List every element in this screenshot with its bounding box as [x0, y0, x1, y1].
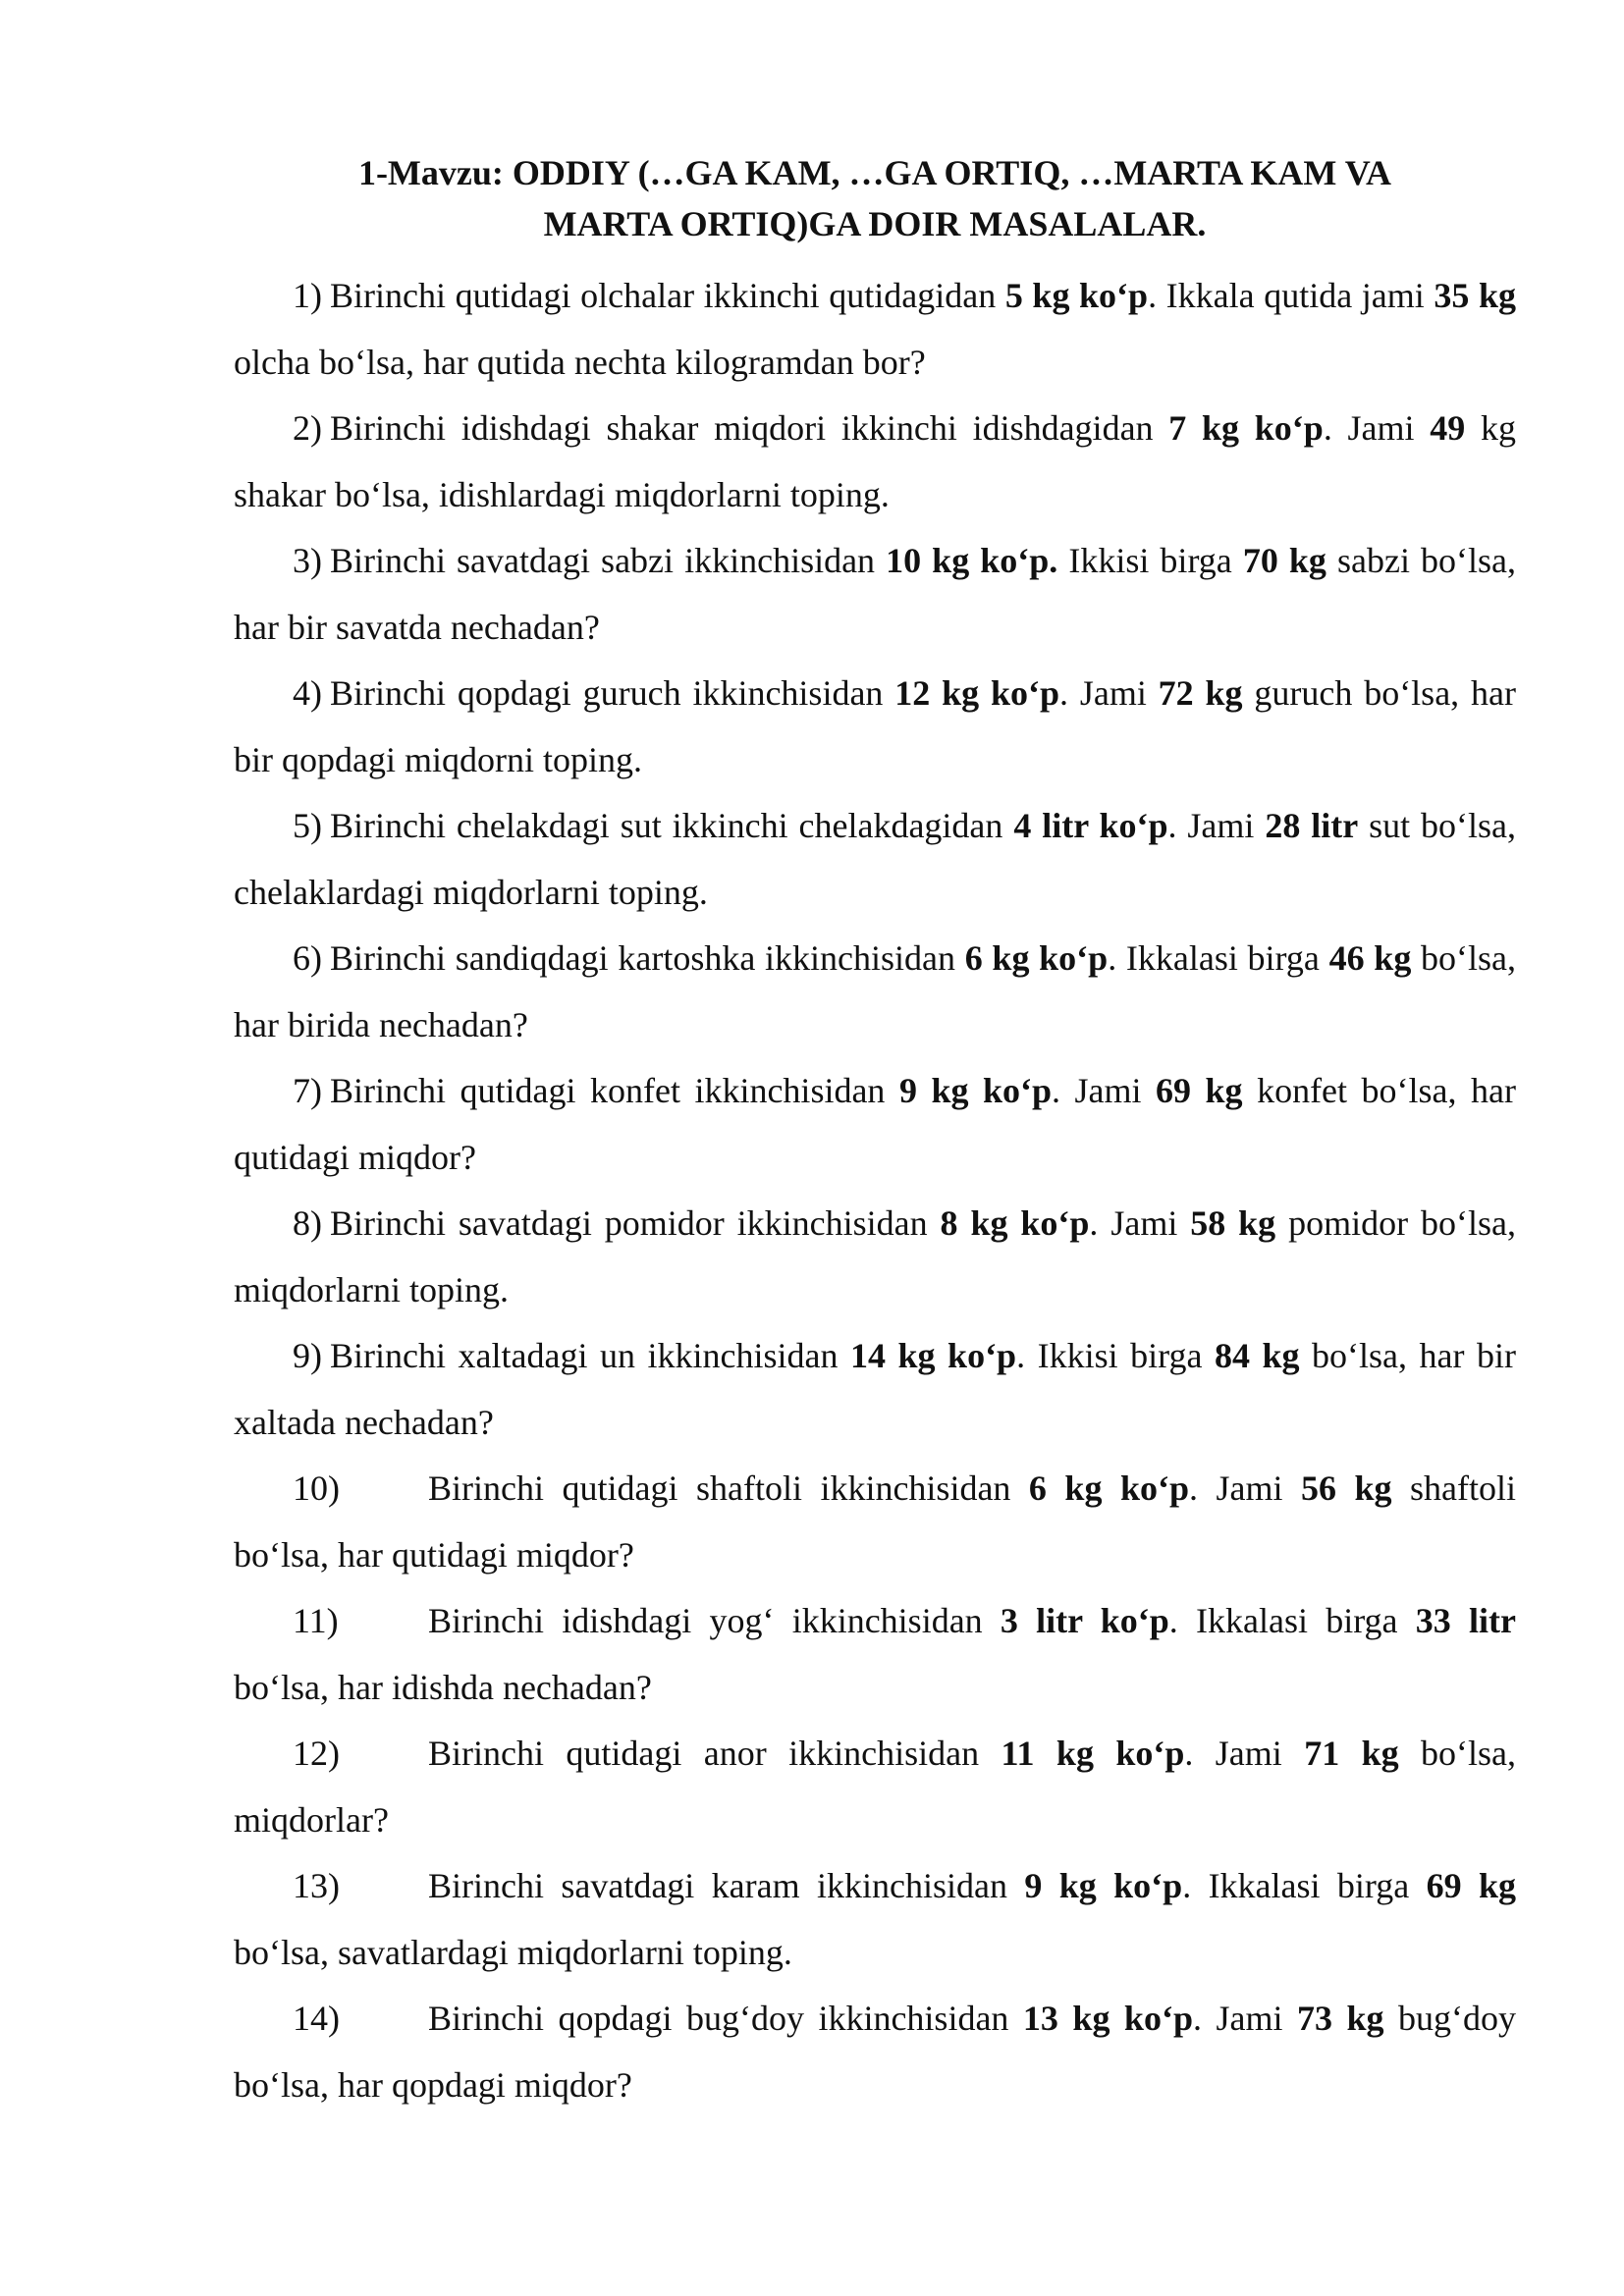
problem-value: 4 litr ko‘p	[1013, 806, 1168, 845]
problem-value: 9 kg ko‘p	[898, 1071, 1053, 1110]
problem-item	[234, 793, 1516, 926]
problem-text: Birinchi chelakdagi sut ikkinchi chelakdagidan	[330, 806, 1014, 845]
problem-number: 11)	[293, 1601, 339, 1640]
problem-value: 35 kg	[1434, 276, 1516, 315]
problem-text: . Ikkalasi birga	[1168, 1601, 1416, 1640]
problem-text: . Jami	[1089, 1203, 1191, 1243]
problem-item	[234, 1721, 1516, 1853]
problem-value: 58 kg	[1190, 1203, 1276, 1243]
problem-value: 12 kg ko‘p	[894, 673, 1059, 713]
problem-number: 2)	[293, 408, 322, 448]
problem-number: 9)	[293, 1336, 322, 1375]
problem-text: . Jami	[1323, 408, 1431, 448]
problem-number: 10)	[293, 1468, 340, 1508]
problem-text: . Jami	[1184, 1734, 1305, 1773]
problem-number: 8)	[293, 1203, 322, 1243]
problem-number: 4)	[293, 673, 322, 713]
problem-text: Birinchi sandiqdagi kartoshka ikkinchisidan	[330, 938, 965, 978]
problem-text: bo‘lsa, har birida nechadan?	[234, 938, 1517, 1044]
problem-text: Birinchi qopdagi bug‘doy ikkinchisidan	[428, 1999, 1023, 2038]
problem-text: . Jami	[1167, 806, 1266, 845]
problem-item	[234, 1191, 1516, 1323]
problem-text: Birinchi qopdagi guruch ikkinchisidan	[330, 673, 895, 713]
problem-text: bo‘lsa, miqdorlar?	[234, 1734, 1516, 1840]
problem-value: 9 kg ko‘p	[1024, 1866, 1183, 1905]
problem-text: . Ikkalasi birga	[1108, 938, 1329, 978]
problem-value: 13 kg ko‘p	[1022, 1999, 1193, 2038]
problem-text: pomidor bo‘lsa, miqdorlarni toping.	[234, 1203, 1516, 1309]
problem-number: 1)	[293, 276, 322, 315]
problem-value: 69 kg	[1156, 1071, 1243, 1110]
problem-value: 69 kg	[1426, 1866, 1517, 1905]
problem-text: bo‘lsa, har idishda nechadan?	[234, 1667, 652, 1707]
problem-value: 6 kg ko‘p	[1028, 1468, 1189, 1508]
title-line-1: 1-Mavzu: ODDIY (…GA KAM, …GA ORTIQ, …MARTA KAM VA	[357, 153, 1392, 192]
problem-value: 56 kg	[1300, 1468, 1392, 1508]
problem-text: Birinchi savatdagi pomidor ikkinchisidan	[330, 1203, 941, 1243]
problem-value: 70 kg	[1242, 541, 1326, 580]
problem-item	[234, 1323, 1516, 1456]
problem-text: bo‘lsa, savatlardagi miqdorlarni toping.	[234, 1932, 792, 1972]
problem-text: . Ikkala qutida jami	[1148, 276, 1435, 315]
problem-number: 5)	[293, 806, 322, 845]
problem-item	[234, 926, 1516, 1058]
problem-text: bo‘lsa, har bir xaltada nechadan?	[234, 1336, 1516, 1442]
problem-item	[234, 528, 1516, 661]
title-line-2: MARTA ORTIQ)GA DOIR MASALALAR.	[543, 204, 1207, 243]
problem-text: Birinchi qutidagi olchalar ikkinchi qutidagidan	[330, 276, 1005, 315]
problem-value: 72 kg	[1158, 673, 1243, 713]
problem-value: 3 litr ko‘p	[1000, 1601, 1169, 1640]
problem-value: 7 kg ko‘p	[1168, 408, 1324, 448]
problem-item	[234, 1853, 1516, 1986]
problem-value: 28 litr	[1265, 806, 1359, 845]
problem-value: 14 kg ko‘p	[849, 1336, 1017, 1375]
problem-item	[234, 1588, 1516, 1721]
problem-text: Birinchi savatdagi karam ikkinchisidan	[428, 1866, 1025, 1905]
problem-value: 6 kg ko‘p	[964, 938, 1109, 978]
problem-number: 6)	[293, 938, 322, 978]
problem-item	[234, 1986, 1516, 2118]
problem-text: . Jami	[1188, 1468, 1301, 1508]
problem-text: sut bo‘lsa, chelaklardagi miqdorlarni toping.	[234, 806, 1517, 912]
problem-item	[234, 396, 1516, 528]
problem-text: . Jami	[1192, 1999, 1297, 2038]
problem-text: . Ikkalasi birga	[1182, 1866, 1427, 1905]
problem-value: 10 kg ko‘p.	[886, 541, 1058, 580]
problem-number: 13)	[293, 1866, 340, 1905]
problem-text: . Jami	[1059, 673, 1159, 713]
problem-value: 46 kg	[1328, 938, 1412, 978]
problem-text: Birinchi qutidagi shaftoli ikkinchisidan	[428, 1468, 1029, 1508]
problem-text: . Ikkisi birga	[1016, 1336, 1215, 1375]
problem-value: 8 kg ko‘p	[940, 1203, 1090, 1243]
problem-text: bug‘doy bo‘lsa, har qopdagi miqdor?	[234, 1999, 1516, 2105]
problem-number: 12)	[293, 1734, 340, 1773]
problem-item	[234, 1058, 1516, 1191]
problem-text: olcha bo‘lsa, har qutida nechta kilogramdan bor?	[234, 342, 926, 382]
problem-text: shaftoli bo‘lsa, har qutidagi miqdor?	[234, 1468, 1516, 1575]
problem-item	[234, 661, 1516, 793]
document-page	[234, 147, 1516, 2118]
problem-number: 7)	[293, 1071, 322, 1110]
problem-text: Ikkisi birga	[1057, 541, 1243, 580]
page-title	[234, 147, 1516, 249]
problem-value: 33 litr	[1415, 1601, 1516, 1640]
problem-text: konfet bo‘lsa, har qutidagi miqdor?	[234, 1071, 1516, 1177]
problem-value: 5 kg ko‘p	[1004, 276, 1149, 315]
problem-value: 49	[1430, 408, 1466, 448]
problem-text: kg shakar bo‘lsa, idishlardagi miqdorlarni toping.	[234, 408, 1517, 514]
problem-number: 14)	[293, 1999, 340, 2038]
problem-list	[234, 263, 1516, 2118]
problem-value: 84 kg	[1214, 1336, 1300, 1375]
problem-text: Birinchi savatdagi sabzi ikkinchisidan	[330, 541, 887, 580]
problem-text: guruch bo‘lsa, har bir qopdagi miqdorni toping.	[234, 673, 1516, 779]
problem-item	[234, 263, 1516, 396]
problem-value: 73 kg	[1296, 1999, 1384, 2038]
problem-text: Birinchi idishdagi yog‘ ikkinchisidan	[428, 1601, 1001, 1640]
problem-text: Birinchi qutidagi anor ikkinchisidan	[428, 1734, 1001, 1773]
problem-text: Birinchi qutidagi konfet ikkinchisidan	[330, 1071, 899, 1110]
problem-item	[234, 1456, 1516, 1588]
problem-value: 71 kg	[1304, 1734, 1399, 1773]
problem-text: Birinchi idishdagi shakar miqdori ikkinchi idishdagidan	[330, 408, 1169, 448]
problem-value: 11 kg ko‘p	[1001, 1734, 1185, 1773]
problem-number: 3)	[293, 541, 322, 580]
problem-text: . Jami	[1052, 1071, 1157, 1110]
problem-text: Birinchi xaltadagi un ikkinchisidan	[330, 1336, 850, 1375]
problem-text: sabzi bo‘lsa, har bir savatda nechadan?	[234, 541, 1516, 647]
